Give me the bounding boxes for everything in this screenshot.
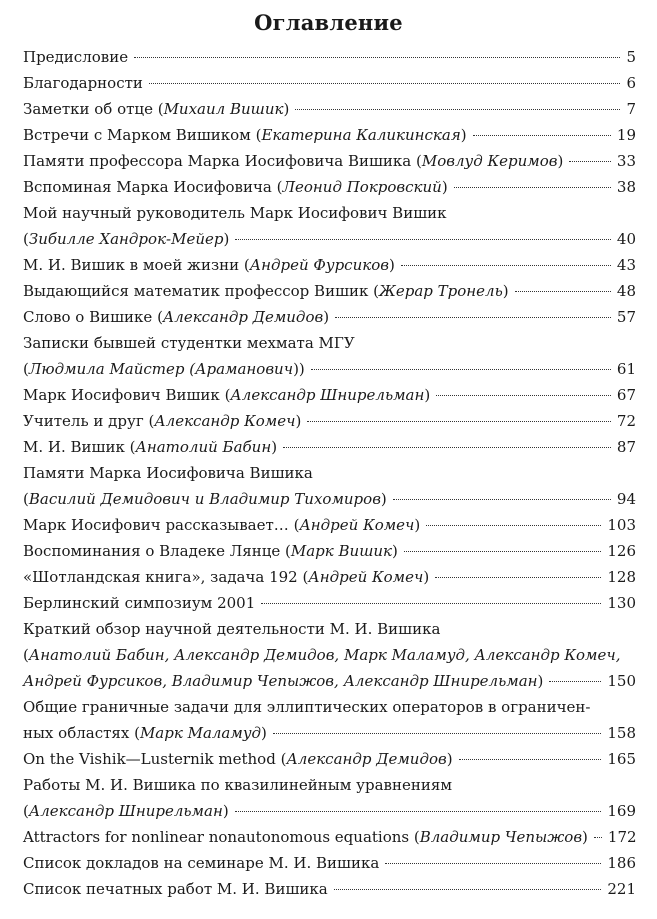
toc-entry [23, 876, 636, 902]
toc-entry-line [23, 824, 636, 850]
toc-entry-line [23, 564, 636, 590]
dot-leader [149, 83, 621, 84]
page-number: 186 [607, 854, 636, 872]
toc-entry-text [23, 642, 620, 668]
entry-tail: ) [424, 386, 431, 404]
entry-title: «Шотландская книга», задача 192 ( [23, 568, 309, 586]
entry-title: Памяти профессора Марка Иосифовича Вишика ( [23, 152, 422, 170]
dot-leader [134, 57, 620, 58]
toc-entry [23, 278, 636, 304]
toc-entry-text [23, 96, 289, 122]
entry-title: ( [23, 802, 29, 820]
entry-tail: ) [446, 750, 453, 768]
toc-entry-text [23, 616, 440, 642]
page-number: 6 [626, 74, 636, 92]
toc-entry-line [23, 200, 636, 226]
toc-entry-line [23, 356, 636, 382]
toc-entry-text [23, 200, 447, 226]
toc-entry-line [23, 408, 636, 434]
entry-tail: ) [441, 178, 448, 196]
entry-author: Людмила Майстер (Араманович [28, 360, 294, 378]
toc-entry-line [23, 330, 636, 356]
entry-title: Благодарности [23, 74, 143, 92]
entry-tail: ) [557, 152, 564, 170]
table-of-contents [23, 44, 636, 902]
page-number: 150 [607, 672, 636, 690]
entry-author: Анатолий Бабин, Александр Демидов, Марк Маламуд, Александр Комеч, [28, 646, 621, 664]
entry-tail: ) [261, 724, 267, 742]
entry-title: Выдающийся математик профессор Вишик ( [23, 282, 380, 300]
toc-entry-line [23, 434, 636, 460]
dot-leader [459, 759, 602, 760]
page-number: 221 [607, 880, 636, 898]
toc-entry-text [23, 772, 452, 798]
entry-tail: ) [423, 568, 430, 586]
dot-leader [454, 187, 611, 188]
dot-leader [334, 889, 602, 890]
toc-entry [23, 460, 636, 512]
toc-entry [23, 616, 636, 694]
entry-title: On the Vishik—Lusternik method ( [23, 750, 287, 768]
entry-title: ных областях ( [23, 724, 140, 742]
toc-entry-line [23, 486, 636, 512]
entry-author: Андрей Фурсиков [249, 256, 389, 274]
entry-title: Встречи с Марком Вишиком ( [23, 126, 262, 144]
entry-tail: ) [323, 308, 330, 326]
dot-leader [335, 317, 611, 318]
page-number: 130 [607, 594, 636, 612]
entry-author: Зибилле Хандрок-Мейер [28, 230, 224, 248]
toc-entry-line [23, 460, 636, 486]
dot-leader [295, 109, 620, 110]
toc-entry-text [23, 148, 563, 174]
toc-entry [23, 824, 636, 850]
toc-entry [23, 70, 636, 96]
page-number: 72 [616, 412, 636, 430]
toc-entry [23, 772, 636, 824]
toc-entry-line [23, 720, 636, 746]
toc-entry [23, 96, 636, 122]
page-number: 7 [626, 100, 636, 118]
dot-leader [393, 499, 611, 500]
toc-entry-text [23, 538, 398, 564]
entry-tail: ) [380, 490, 387, 508]
entry-title: Записки бывшей студентки мехмата МГУ [23, 334, 355, 352]
entry-author: Владимир Чепыжов [419, 828, 583, 846]
toc-entry-line [23, 252, 636, 278]
dot-leader [307, 421, 611, 422]
page-number: 128 [607, 568, 636, 586]
toc-entry-text [23, 564, 429, 590]
entry-title: Марк Иосифович Вишик ( [23, 386, 231, 404]
entry-title: Берлинский симпозиум 2001 [23, 594, 256, 612]
dot-leader [283, 447, 611, 448]
entry-tail: ) [502, 282, 509, 300]
entry-title: Слово о Вишике ( [23, 308, 163, 326]
entry-title: Мой научный руководитель Марк Иосифович Вишик [23, 204, 447, 222]
dot-leader [311, 369, 611, 370]
toc-entry-line [23, 174, 636, 200]
page-number: 94 [616, 490, 636, 508]
entry-author: Мовлуд Керимов [421, 152, 558, 170]
toc-entry-line [23, 616, 636, 642]
entry-author: Анатолий Бабин [135, 438, 272, 456]
entry-tail: ) [460, 126, 467, 144]
entry-author: Андрей Фурсиков, Владимир Чепыжов, Александр Шнирельман [23, 672, 538, 690]
dot-leader [273, 733, 601, 734]
page-number: 38 [616, 178, 636, 196]
entry-author: Андрей Комеч [308, 568, 424, 586]
entry-author: Жерар Тронель [379, 282, 503, 300]
page-number: 40 [616, 230, 636, 248]
toc-entry-text [23, 694, 590, 720]
entry-title: М. И. Вишик ( [23, 438, 136, 456]
entry-tail: ) [283, 100, 290, 118]
toc-entry-text [23, 122, 467, 148]
entry-tail: )) [293, 360, 305, 378]
entry-tail: ) [582, 828, 588, 846]
entry-title: Памяти Марка Иосифовича Вишика [23, 464, 313, 482]
dot-leader [594, 837, 602, 838]
entry-title: ( [23, 360, 29, 378]
toc-entry-line [23, 44, 636, 70]
entry-author: Марк Вишик [290, 542, 393, 560]
page-number: 67 [616, 386, 636, 404]
page-number: 172 [607, 828, 637, 846]
dot-leader [436, 395, 611, 396]
toc-entry-line [23, 876, 636, 902]
toc-entry-line [23, 96, 636, 122]
toc-entry-text [23, 304, 329, 330]
entry-author: Марк Маламуд [139, 724, 262, 742]
entry-title: Марк Иосифович рассказывает… ( [23, 516, 300, 534]
dot-leader [261, 603, 601, 604]
entry-author: Александр Шнирельман [230, 386, 425, 404]
toc-entry-text [23, 590, 255, 616]
toc-entry-text [23, 44, 128, 70]
entry-tail: ) [537, 672, 544, 690]
toc-entry-line [23, 590, 636, 616]
page-title: Оглавление [254, 10, 403, 35]
page-number: 5 [626, 48, 636, 66]
toc-entry-line [23, 538, 636, 564]
toc-entry-line [23, 304, 636, 330]
toc-entry-line [23, 122, 636, 148]
entry-tail: ) [392, 542, 398, 560]
toc-entry [23, 434, 636, 460]
toc-entry-text [23, 382, 430, 408]
toc-entry [23, 382, 636, 408]
dot-leader [549, 681, 601, 682]
toc-entry-text [23, 746, 453, 772]
entry-author: Василий Демидович и Владимир Тихомиров [28, 490, 381, 508]
entry-title: Работы М. И. Вишика по квазилинейным уравнениям [23, 776, 452, 794]
entry-author: Александр Комеч [154, 412, 296, 430]
entry-title: Attractors for nonlinear nonautonomous equations ( [23, 828, 420, 846]
toc-entry-text [23, 850, 379, 876]
dot-leader [426, 525, 601, 526]
entry-author: Леонид Покровский [282, 178, 442, 196]
toc-entry-line [23, 512, 636, 538]
toc-entry [23, 200, 636, 252]
toc-entry-line [23, 226, 636, 252]
entry-title: Список печатных работ М. И. Вишика [23, 880, 328, 898]
dot-leader [235, 811, 602, 812]
toc-entry-line [23, 278, 636, 304]
entry-author: Михаил Вишик [163, 100, 284, 118]
page-number: 103 [607, 516, 636, 534]
toc-entry [23, 564, 636, 590]
toc-entry-text [23, 668, 543, 694]
page-number: 169 [607, 802, 636, 820]
toc-entry [23, 174, 636, 200]
toc-entry [23, 850, 636, 876]
entry-title: Воспоминания о Владеке Лянце ( [23, 542, 291, 560]
entry-author: Александр Шнирельман [28, 802, 223, 820]
toc-entry [23, 512, 636, 538]
toc-entry [23, 746, 636, 772]
toc-entry-text [23, 486, 387, 512]
toc-entry [23, 122, 636, 148]
toc-entry-text [23, 876, 328, 902]
toc-entry [23, 304, 636, 330]
entry-title: Краткий обзор научной деятельности М. И. Вишика [23, 620, 441, 638]
dot-leader [569, 161, 611, 162]
toc-entry-line [23, 694, 636, 720]
page-number: 61 [616, 360, 636, 378]
toc-entry [23, 538, 636, 564]
toc-entry-text [23, 512, 420, 538]
dot-leader [435, 577, 601, 578]
toc-entry-text [23, 330, 355, 356]
entry-title: ( [23, 490, 29, 508]
dot-leader [385, 863, 601, 864]
entry-tail: ) [295, 412, 302, 430]
page-number: 87 [616, 438, 636, 456]
entry-author: Андрей Комеч [299, 516, 415, 534]
entry-tail: ) [414, 516, 421, 534]
toc-entry-text [23, 798, 229, 824]
entry-title: Учитель и друг ( [23, 412, 155, 430]
toc-entry-text [23, 70, 143, 96]
entry-tail: ) [222, 802, 229, 820]
page-number: 43 [616, 256, 636, 274]
toc-entry-text [23, 460, 313, 486]
toc-entry-text [23, 720, 267, 746]
toc-entry-line [23, 642, 636, 668]
toc-entry-text [23, 252, 395, 278]
toc-entry-text [23, 174, 448, 200]
entry-title: ( [23, 646, 29, 664]
toc-entry-line [23, 772, 636, 798]
entry-author: Александр Демидов [162, 308, 324, 326]
toc-entry [23, 252, 636, 278]
toc-entry [23, 694, 636, 746]
entry-title: Заметки об отце ( [23, 100, 164, 118]
page-number: 57 [616, 308, 636, 326]
entry-title: Общие граничные задачи для эллиптических операторов в ограничен- [23, 698, 591, 716]
toc-entry-line [23, 70, 636, 96]
toc-entry [23, 590, 636, 616]
toc-entry-line [23, 798, 636, 824]
page-number: 158 [607, 724, 636, 742]
page-number: 165 [607, 750, 636, 768]
page-number: 33 [616, 152, 636, 170]
toc-entry-line [23, 382, 636, 408]
entry-tail: ) [388, 256, 395, 274]
entry-title: ( [23, 230, 29, 248]
page-number: 19 [616, 126, 636, 144]
toc-entry-line [23, 668, 636, 694]
entry-title: Вспоминая Марка Иосифовича ( [23, 178, 283, 196]
toc-entry-text [23, 408, 301, 434]
toc-entry-text [23, 356, 305, 382]
entry-title: Предисловие [23, 48, 129, 66]
toc-entry-line [23, 746, 636, 772]
toc-entry [23, 44, 636, 70]
toc-entry-text [23, 434, 277, 460]
dot-leader [404, 551, 601, 552]
toc-entry-line [23, 148, 636, 174]
entry-author: Александр Демидов [286, 750, 447, 768]
entry-tail: ) [223, 230, 230, 248]
toc-entry-text [23, 278, 509, 304]
toc-entry [23, 408, 636, 434]
toc-entry [23, 330, 636, 382]
page-number: 126 [607, 542, 636, 560]
dot-leader [515, 291, 611, 292]
page-number: 48 [616, 282, 636, 300]
entry-title: М. И. Вишик в моей жизни ( [23, 256, 250, 274]
dot-leader [401, 265, 611, 266]
dot-leader [473, 135, 611, 136]
entry-title: Список докладов на семинаре М. И. Вишика [23, 854, 380, 872]
dot-leader [235, 239, 611, 240]
toc-entry-line [23, 850, 636, 876]
entry-author: Екатерина Каликинская [261, 126, 461, 144]
toc-entry-text [23, 226, 229, 252]
toc-entry [23, 148, 636, 174]
toc-entry-text [23, 824, 588, 850]
entry-tail: ) [271, 438, 278, 456]
